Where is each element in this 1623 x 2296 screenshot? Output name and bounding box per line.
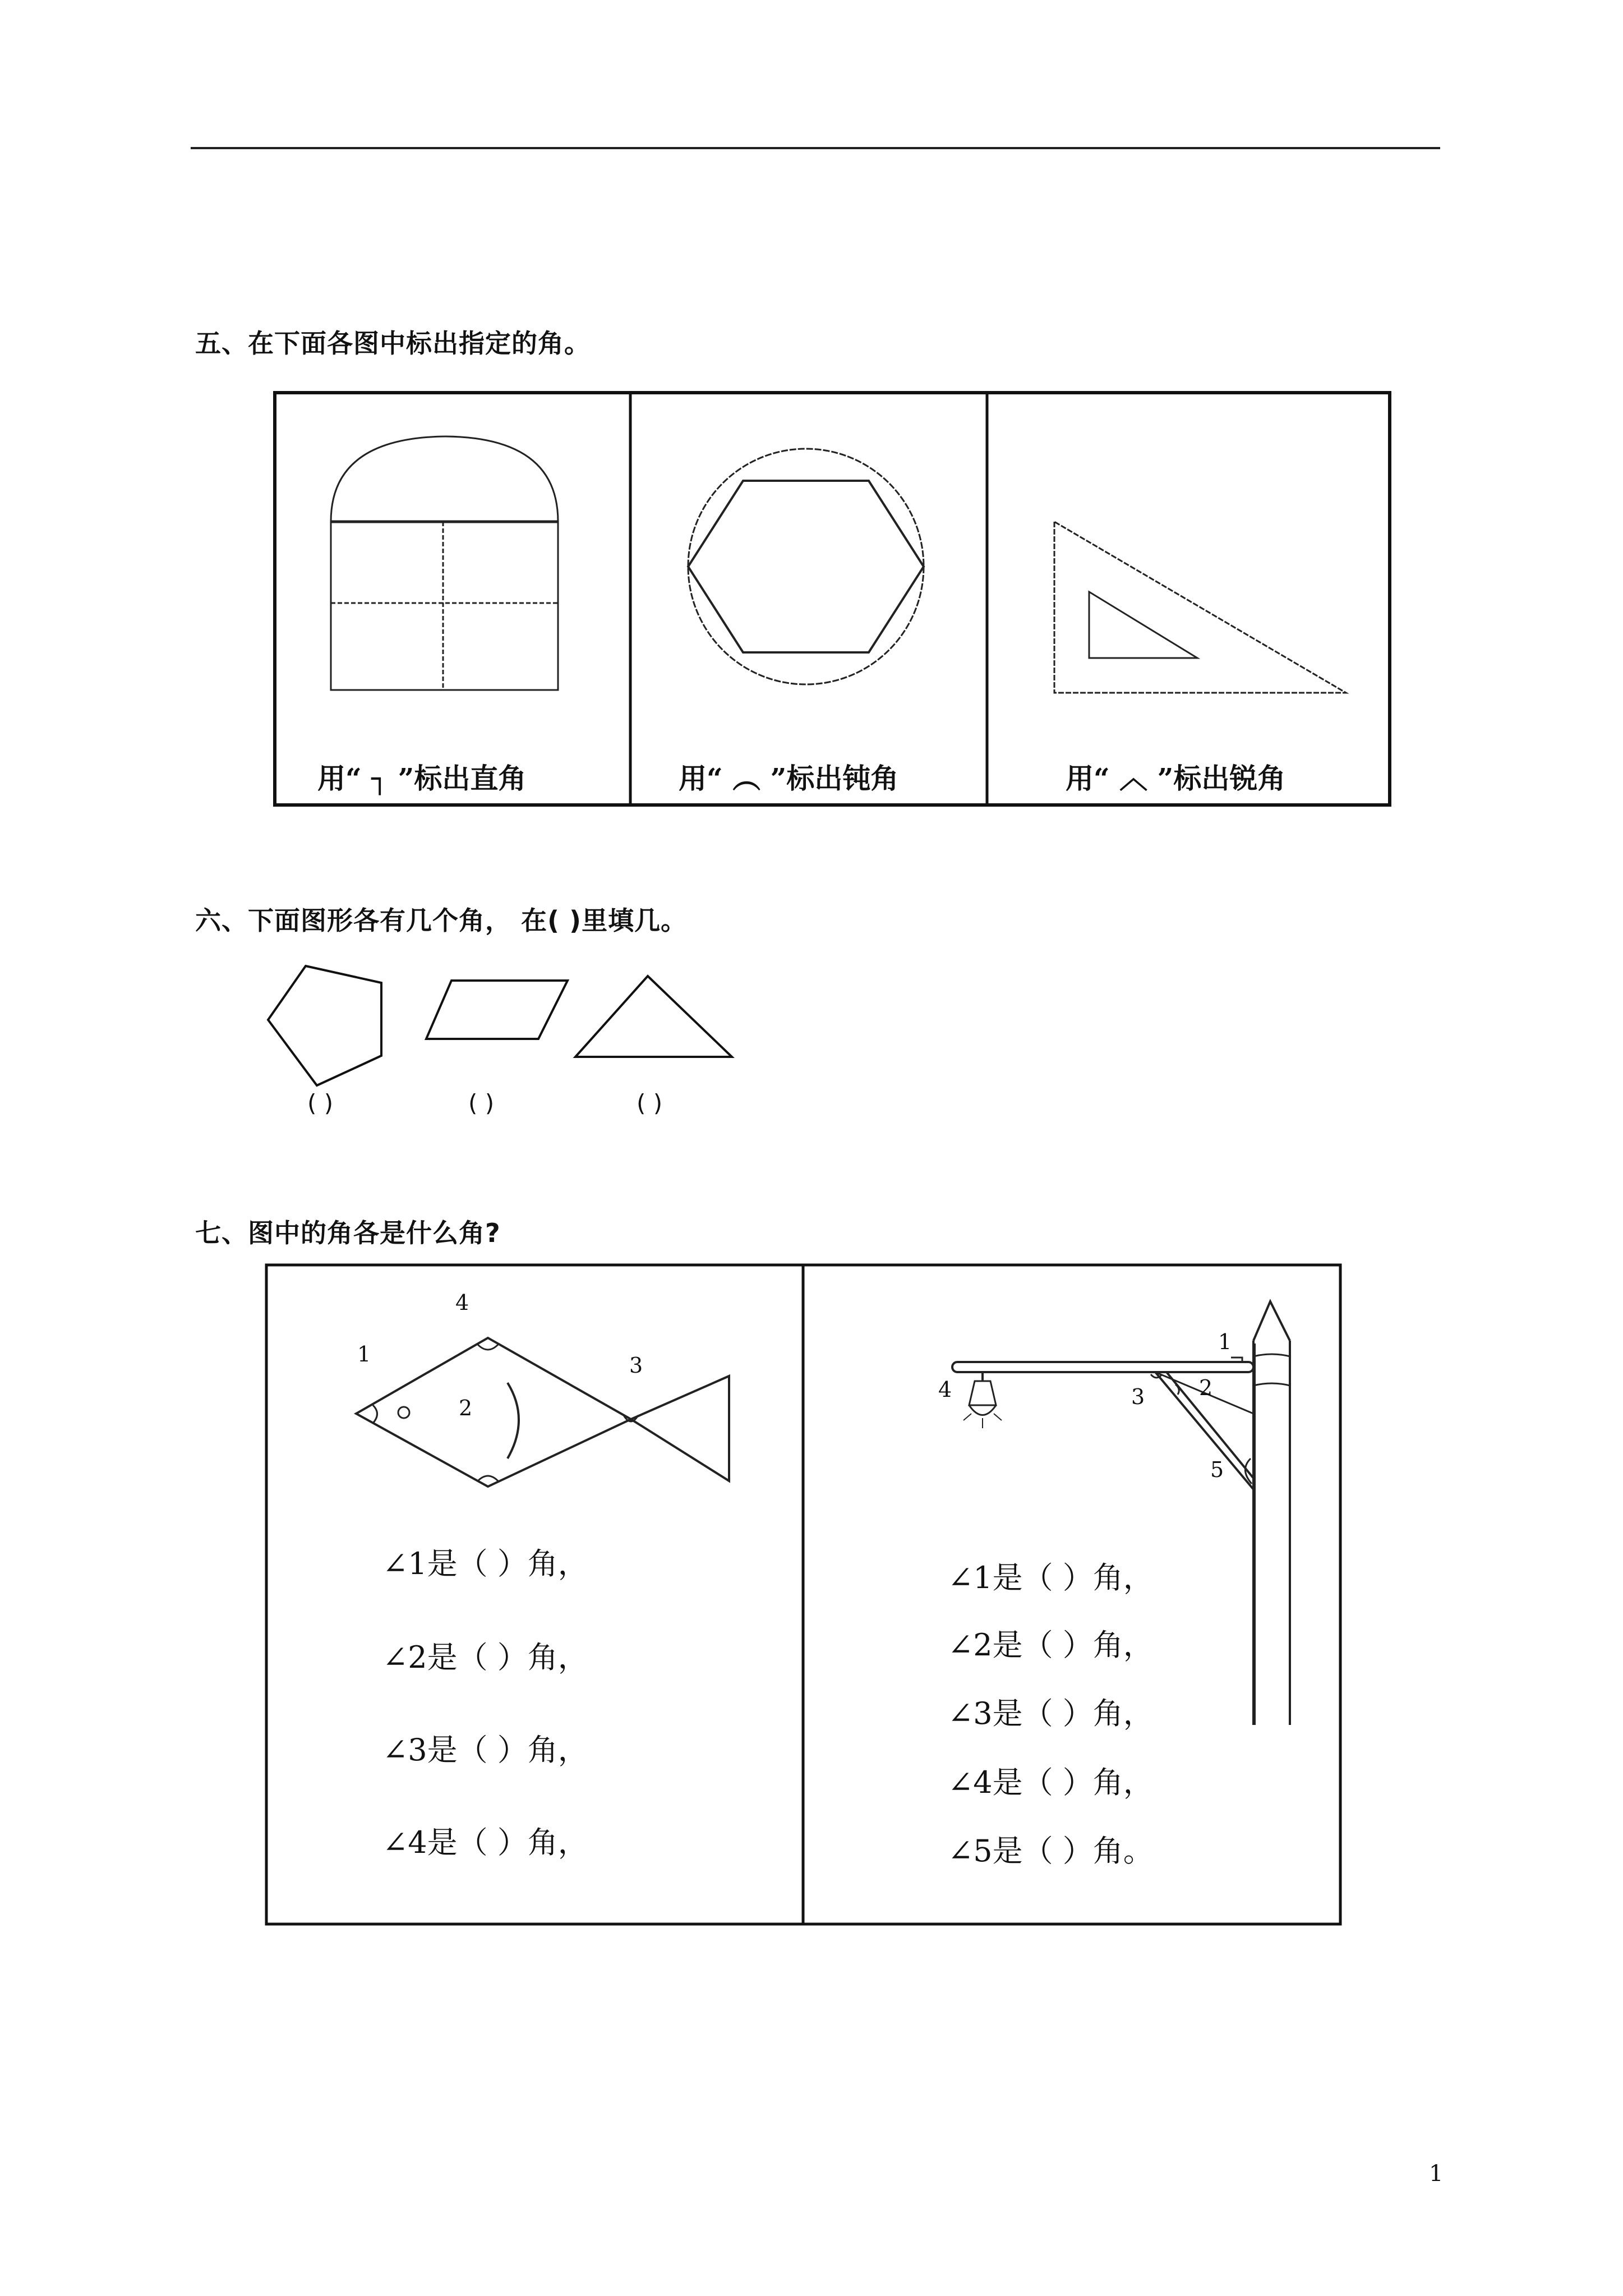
section7-title: 七、图中的角各是什么角? (195, 1218, 501, 1248)
lamp-angle-label: 2 (1199, 1375, 1213, 1400)
section5-title: 五、在下面各图中标出指定的角。 (195, 328, 591, 358)
fish-question: ∠4是（ ）角， (382, 1825, 588, 1860)
lamp-question: ∠1是（ ）角， (948, 1560, 1154, 1595)
lamp-question: ∠4是（ ）角， (948, 1765, 1154, 1800)
page-number: 1 (1429, 2161, 1444, 2187)
triangle-shape (575, 976, 732, 1057)
section5-frame (275, 393, 1390, 805)
triangle-blank: ( ) (637, 1089, 663, 1117)
fish-angle-label: 1 (357, 1342, 371, 1366)
pentagon-blank: ( ) (307, 1089, 334, 1117)
lamp-angle-label: 3 (1131, 1384, 1145, 1409)
hexagon-circle-figure (688, 449, 924, 684)
parallelogram-blank: ( ) (468, 1089, 495, 1117)
window-figure (331, 436, 558, 690)
lamp-angle-label: 4 (938, 1377, 952, 1402)
lamp-question: ∠5是（ ）角。 (948, 1833, 1154, 1869)
lamp-angle-label: 1 (1218, 1329, 1232, 1354)
lamp-question: ∠3是（ ）角， (948, 1696, 1154, 1731)
lamp-question: ∠2是（ ）角， (948, 1627, 1154, 1663)
fish-figure (356, 1338, 729, 1487)
parallelogram-shape (426, 981, 568, 1039)
lamp-angle-label: 5 (1210, 1457, 1224, 1482)
fish-angle-label: 2 (459, 1396, 473, 1420)
section6-title: 六、下面图形各有几个角， 在( )里填几。 (195, 905, 688, 936)
caption-right-angle: 用“ ┐ ”标出直角 (317, 762, 527, 795)
fish-angle-label: 3 (629, 1353, 643, 1378)
caption-obtuse-angle: 用“ ︵ ”标出钝角 (679, 762, 899, 795)
set-square-figure (1054, 522, 1346, 693)
fish-angle-label: 4 (455, 1290, 469, 1315)
fish-question: ∠1是（ ）角， (382, 1546, 588, 1581)
caption-acute-angle: 用“ ︿ ”标出锐角 (1066, 762, 1286, 795)
pentagon-shape (268, 966, 381, 1085)
fish-question: ∠3是（ ）角， (382, 1732, 588, 1768)
section6-shapes (268, 966, 732, 1085)
fish-question: ∠2是（ ）角， (382, 1640, 588, 1675)
